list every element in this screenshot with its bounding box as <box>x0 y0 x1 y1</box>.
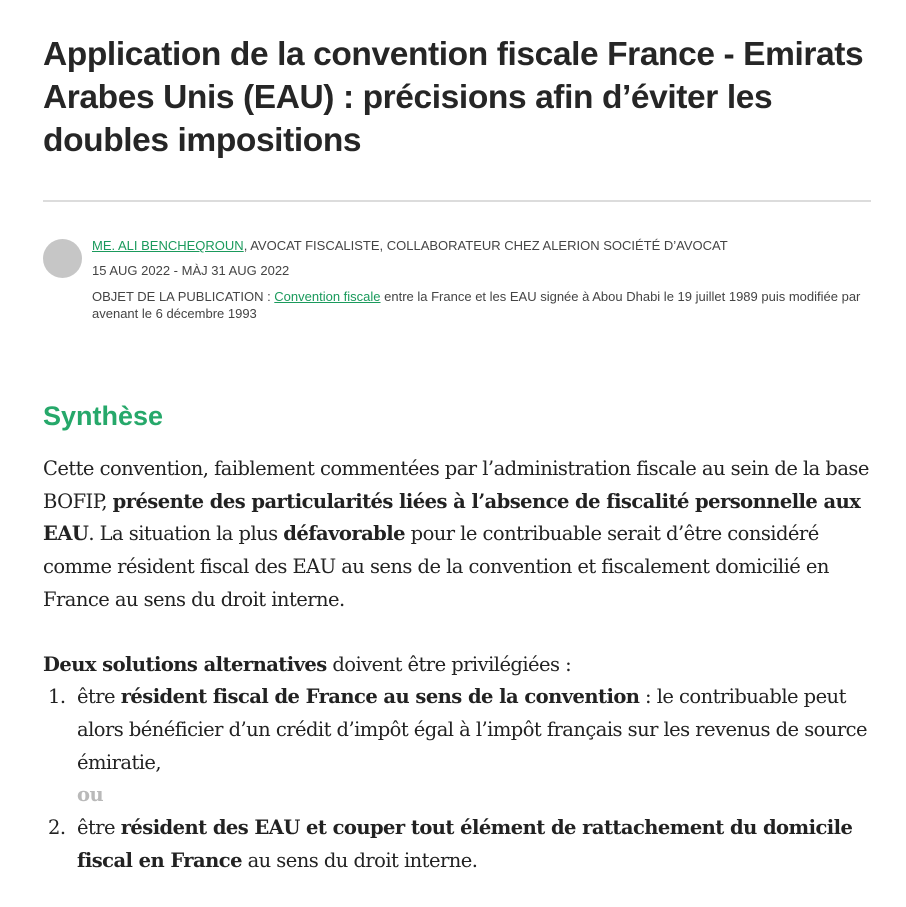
option-text-2: : le contribuable peut alors bénéficier d’un crédit d’impôt égal à l’impôt français sur les revenus de source émiratie, <box>77 685 867 774</box>
or-separator: ou <box>77 783 104 807</box>
subject-rest: entre la France et les EAU signée à Abou Dhabi le 19 juillet 1989 puis modifiée par avenant le 6 décembre 1993 <box>92 289 861 321</box>
article <box>43 0 871 877</box>
subject-link[interactable]: Convention fiscale <box>274 289 381 304</box>
section-heading-synthese: Synthèse <box>43 401 164 431</box>
option-bold: résident fiscal de France au sens de la convention <box>120 685 640 709</box>
publication-date: 15 AUG 2022 - MÀJ 31 AUG 2022 <box>92 263 290 278</box>
para1-bold-2: défavorable <box>283 522 405 546</box>
para1-bold-1: présente des particularités liées à l’absence de fiscalité personnelle aux EAU <box>43 489 861 546</box>
solutions-intro-text: doivent être privilégiées : <box>326 652 572 676</box>
option-bold: résident des EAU et couper tout élément de rattachement du domicile fiscal en France <box>77 816 853 872</box>
solutions-intro <box>43 649 871 682</box>
option-text-1: être <box>77 685 121 709</box>
article-title: Application de la convention fiscale France - Emirats Arabes Unis (EAU) : précisions afin d’éviter les doubles impositions <box>43 36 864 159</box>
option-text-2: au sens du droit interne. <box>241 848 478 872</box>
author-role: , AVOCAT FISCALISTE, COLLABORATEUR CHEZ ALERION SOCIÉTÉ D’AVOCAT <box>243 238 728 253</box>
list-item <box>43 812 871 877</box>
solutions-list <box>43 681 871 877</box>
author-line <box>92 237 871 255</box>
title-divider <box>43 200 871 202</box>
para1-text-2: . La situation la plus <box>88 522 284 546</box>
para1-text-1: Cette convention, faiblement commentées par l’administration fiscale au sein de la base BOFIP, <box>43 457 869 513</box>
option-text-1: être <box>77 816 121 840</box>
para1-text-3: pour le contribuable serait d’être considéré comme résident fiscal des EAU au sens de la convention et fiscalement domicilié en France au sens du droit interne. <box>43 522 829 611</box>
author-name-link[interactable]: ME. ALI BENCHEQROUN <box>92 238 244 253</box>
list-item <box>43 681 871 812</box>
publication-subject <box>92 288 871 322</box>
subject-prefix: OBJET DE LA PUBLICATION : <box>92 289 275 304</box>
author-avatar[interactable] <box>43 239 82 278</box>
list-number: 1. <box>48 685 66 709</box>
synthese-paragraph <box>43 453 871 617</box>
solutions-block <box>43 649 871 878</box>
solutions-intro-bold: Deux solutions alternatives <box>43 652 327 676</box>
list-number: 2. <box>48 816 66 840</box>
byline <box>43 237 871 327</box>
